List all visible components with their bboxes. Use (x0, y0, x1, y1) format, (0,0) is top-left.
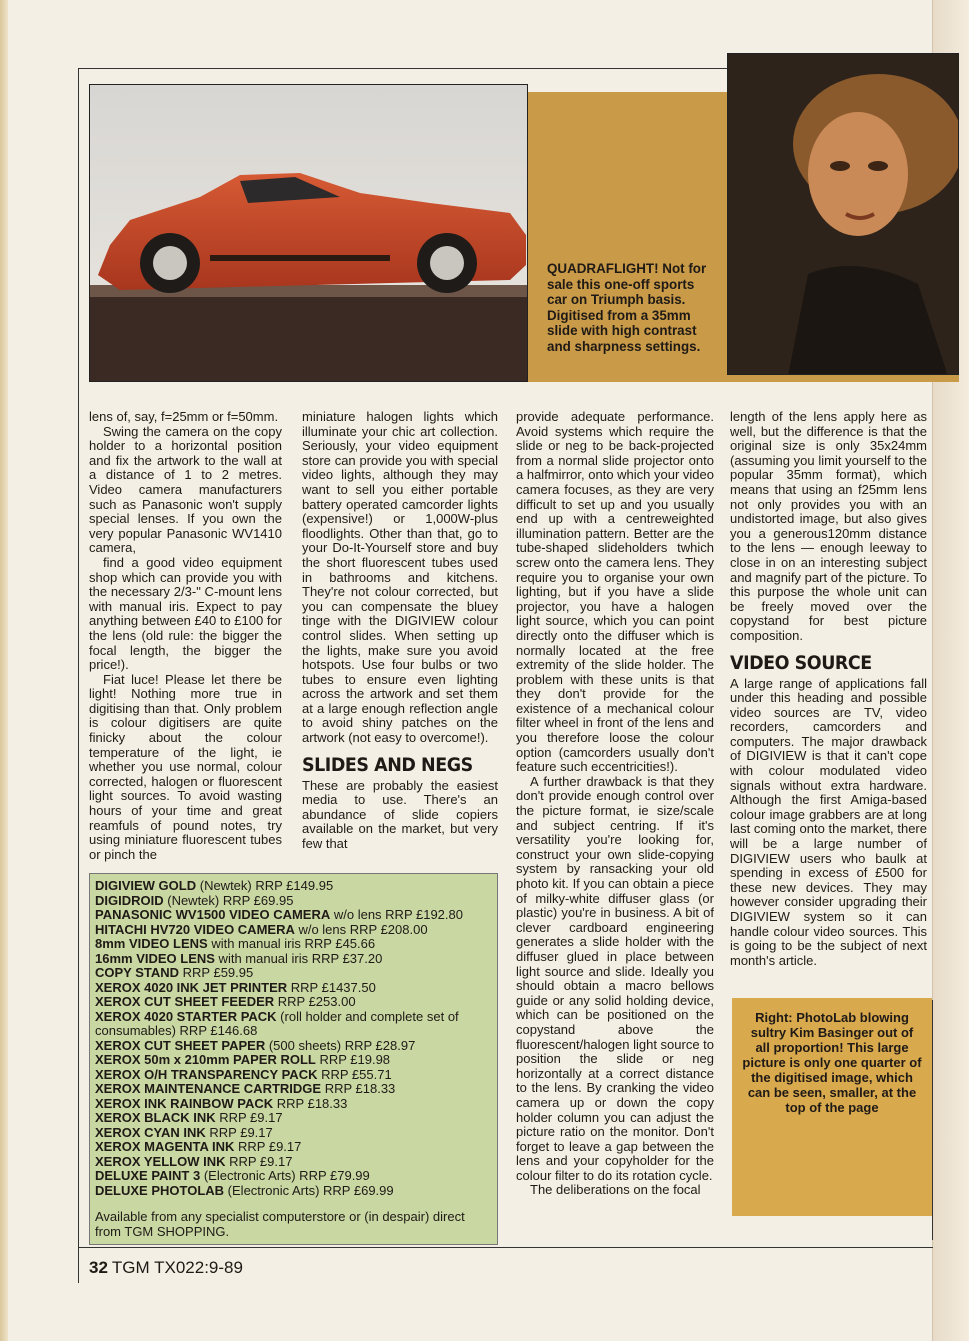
paragraph: find a good video equipment shop which can provide you with the necessary 2/3-" C-mount lens with manual iris. Expect to pay anything between £40 to £100 for the lens (old rule: the bigger the focal length, the bigger the price!). (89, 554, 282, 673)
page-number: 32 (89, 1258, 108, 1277)
article-column-4 (730, 410, 927, 968)
issue-code: TGM TX022:9-89 (111, 1258, 243, 1277)
price-item: 8mm VIDEO LENS with manual iris RRP £45.66 (95, 936, 376, 951)
kim-photo-caption: Right: PhotoLab blowing sultry Kim Basinger out of all proportion! This large picture is only one quarter of the digitised image, which can be seen, smaller, at the top of the page (732, 998, 932, 1216)
paragraph: These are probably the easiest media to use. There's an abundance of slide copiers available on the market, but very few that (302, 777, 498, 852)
article-column-1 (89, 410, 282, 862)
page-footer (89, 1258, 243, 1278)
price-item: XEROX BLACK INK RRP £9.17 (95, 1110, 283, 1125)
price-item: XEROX 50m x 210mm PAPER ROLL RRP £19.98 (95, 1052, 391, 1067)
paragraph: A further drawback is that they don't provide enough control over the picture format, ie size/scale and subject centring. If it's versatility you're looking for, construct your own slide-copying system by ransacking your old photo kit. If you can obtain a piece of milky-white diffuser glass (or plastic) you're in business. A bit of clever cardboard engineering generates a slide holder with the diffuser glued in place between light source and slide. Ideally you should obtain a macro bellows guide or any solid holding device, which can be positioned on the copystand above the fluorescent/halogen light source to position the slide or neg horizontally at a correct distance to the lens. By cranking the video camera up or down the copy holder column you can adjust the picture ratio on the monitor. Don't forget to leave a gap between the lens and your copyholder for the colour filter to do its rotation cycle. (516, 773, 714, 1183)
article-column-3 (516, 410, 714, 1245)
frame-rule-left (78, 68, 79, 1283)
price-item: 16mm VIDEO LENS with manual iris RRP £37.20 (95, 950, 383, 966)
price-item: XEROX CUT SHEET PAPER (500 sheets) RRP £28.97 (95, 1037, 416, 1053)
car-photo-caption: QUADRAFLIGHT! Not for sale this one-off sports car on Triumph basis. Digitised from a 35mm slide with high contrast and sharpness settings. (547, 261, 707, 354)
price-item: XEROX CYAN INK RRP £9.17 (95, 1124, 273, 1140)
price-item: XEROX O/H TRANSPARENCY PACK RRP £55.71 (95, 1066, 392, 1082)
frame-rule-right (932, 1000, 933, 1240)
price-item: PANASONIC WV1500 VIDEO CAMERA w/o lens RRP £192.80 (95, 907, 463, 922)
article-column-2 (302, 410, 498, 852)
paragraph: A large range of applications fall under this heading and possible video sources are TV, video recorders, camcorders and computers. The major drawback of DIGIVIEW is that it can't cope with colour modulated video signals without extra hardware. Although the first Amiga-based colour image grabbers are at long last coming onto the market, there will be a large number of DIGIVIEW users who baulk at spending in excess of £500 for these new devices. They may however consider upgrading their DIGIVIEW system so it can handle colour video sources. This is going to be the subject of next month's article. (730, 675, 927, 968)
paragraph: miniature halogen lights which illuminate your chic art collection. Seriously, your video equipment store can provide you with special video lights, although they may want to sell you either portable battery operated camcorder lights (expensive!) or 1,000W-plus floodlights. Other than that, go to your Do-It-Yourself store and buy the short fluorescent tubes used in bathrooms and kitchens. They're not colour corrected, but you can compensate the bluey tinge with the DIGIVIEW colour control slides. When setting up the lights, make sure you avoid hotspots. Use four bulbs or two tubes to ensure even lighting across the artwork and set them at a large enough reflection angle to avoid shiny patches on the artwork (not easy to overcome!). (302, 409, 498, 746)
price-item: DIGIVIEW GOLD (Newtek) RRP £149.95 (95, 878, 334, 893)
price-item: HITACHI HV720 VIDEO CAMERA w/o lens RRP £208.00 (95, 921, 428, 937)
price-item: XEROX YELLOW INK RRP £9.17 (95, 1153, 293, 1169)
price-item: COPY STAND RRP £59.95 (95, 965, 254, 980)
section-heading-slides: SLIDES AND NEGS (302, 753, 473, 776)
price-item: XEROX MAINTENANCE CARTRIDGE RRP £18.33 (95, 1081, 396, 1096)
kim-basinger-photo (727, 53, 959, 375)
price-item: XEROX MAGENTA INK RRP £9.17 (95, 1139, 302, 1154)
price-list-box (89, 873, 498, 1245)
price-item: XEROX INK RAINBOW PACK RRP £18.33 (95, 1095, 348, 1111)
frame-rule-bottom (78, 1247, 933, 1248)
car-photo (89, 84, 528, 382)
paragraph: lens of, say, f=25mm or f=50mm. (89, 409, 279, 424)
price-item: DELUXE PHOTOLAB (Electronic Arts) RRP £69.99 (95, 1182, 394, 1198)
price-item: DELUXE PAINT 3 (Electronic Arts) RRP £79.99 (95, 1168, 370, 1183)
availability-note: Available from any specialist computerstore or (in despair) direct from TGM SHOPPING. (95, 1209, 465, 1239)
paragraph: The deliberations on the focal (530, 1182, 701, 1198)
price-item: XEROX 4020 STARTER PACK (roll holder and complete set of consumables) RRP £146.68 (95, 1008, 459, 1038)
price-item: XEROX 4020 INK JET PRINTER RRP £1437.50 (95, 979, 376, 995)
section-heading-video: VIDEO SOURCE (730, 651, 872, 674)
paragraph: Swing the camera on the copy holder to a horizontal position and fix the artwork to the wall at a distance of 1 to 2 metres. Video camera manufacturers such as Panasonic won't supply special lenses. If you own the very popular Panasonic WV1410 camera, (89, 423, 282, 556)
price-item: DIGIDROID (Newtek) RRP £69.95 (95, 892, 294, 908)
binding-edge (0, 0, 8, 1341)
paragraph: provide adequate performance. Avoid systems which require the slide or neg to be back-projected from a normal slide projector onto a halfmirror, onto which your video camera focuses, as they are very difficult to set up and you usually end up with a centreweighted illumination pattern. Better are the tube-shaped slideholders twhich screw onto the camera lens. They require you to organise your own lighting, but if you have a slide projector, you have a halogen light source, which you can point directly onto the diffuser which is normally located at the free extremity of the slide holder. The problem with these units is that they don't provide for the existence of a mechanical colour filter wheel in front of the lens and you therefore loose the colour option (camcorders usually don't feature such eccentricities!). (516, 410, 714, 775)
paragraph: length of the lens apply here as well, but the difference is that the original size is only 35x24mm (assuming you limit yourself to the popular 35mm format), which means that using an f25mm lens not only provides you with an undistorted image, but also gives you a generous120mm distance to the lens — enough leeway to close in on an interesting subject and magnify part of the picture. To this purpose the whole unit can be freely moved over the copystand for best picture composition. (730, 409, 927, 643)
paragraph: Fiat luce! Please let there be light! Nothing more true in digitising than that. Only problem is colour digitisers are quite finicky about the colour temperature of the light, ie whether you use normal, colour corrected, halogen or fluorescent light sources. To avoid wasting hours of your time and great reamfuls of pound notes, try using miniature fluorescent tubes or pinch the (89, 671, 282, 862)
price-item: XEROX CUT SHEET FEEDER RRP £253.00 (95, 994, 356, 1009)
